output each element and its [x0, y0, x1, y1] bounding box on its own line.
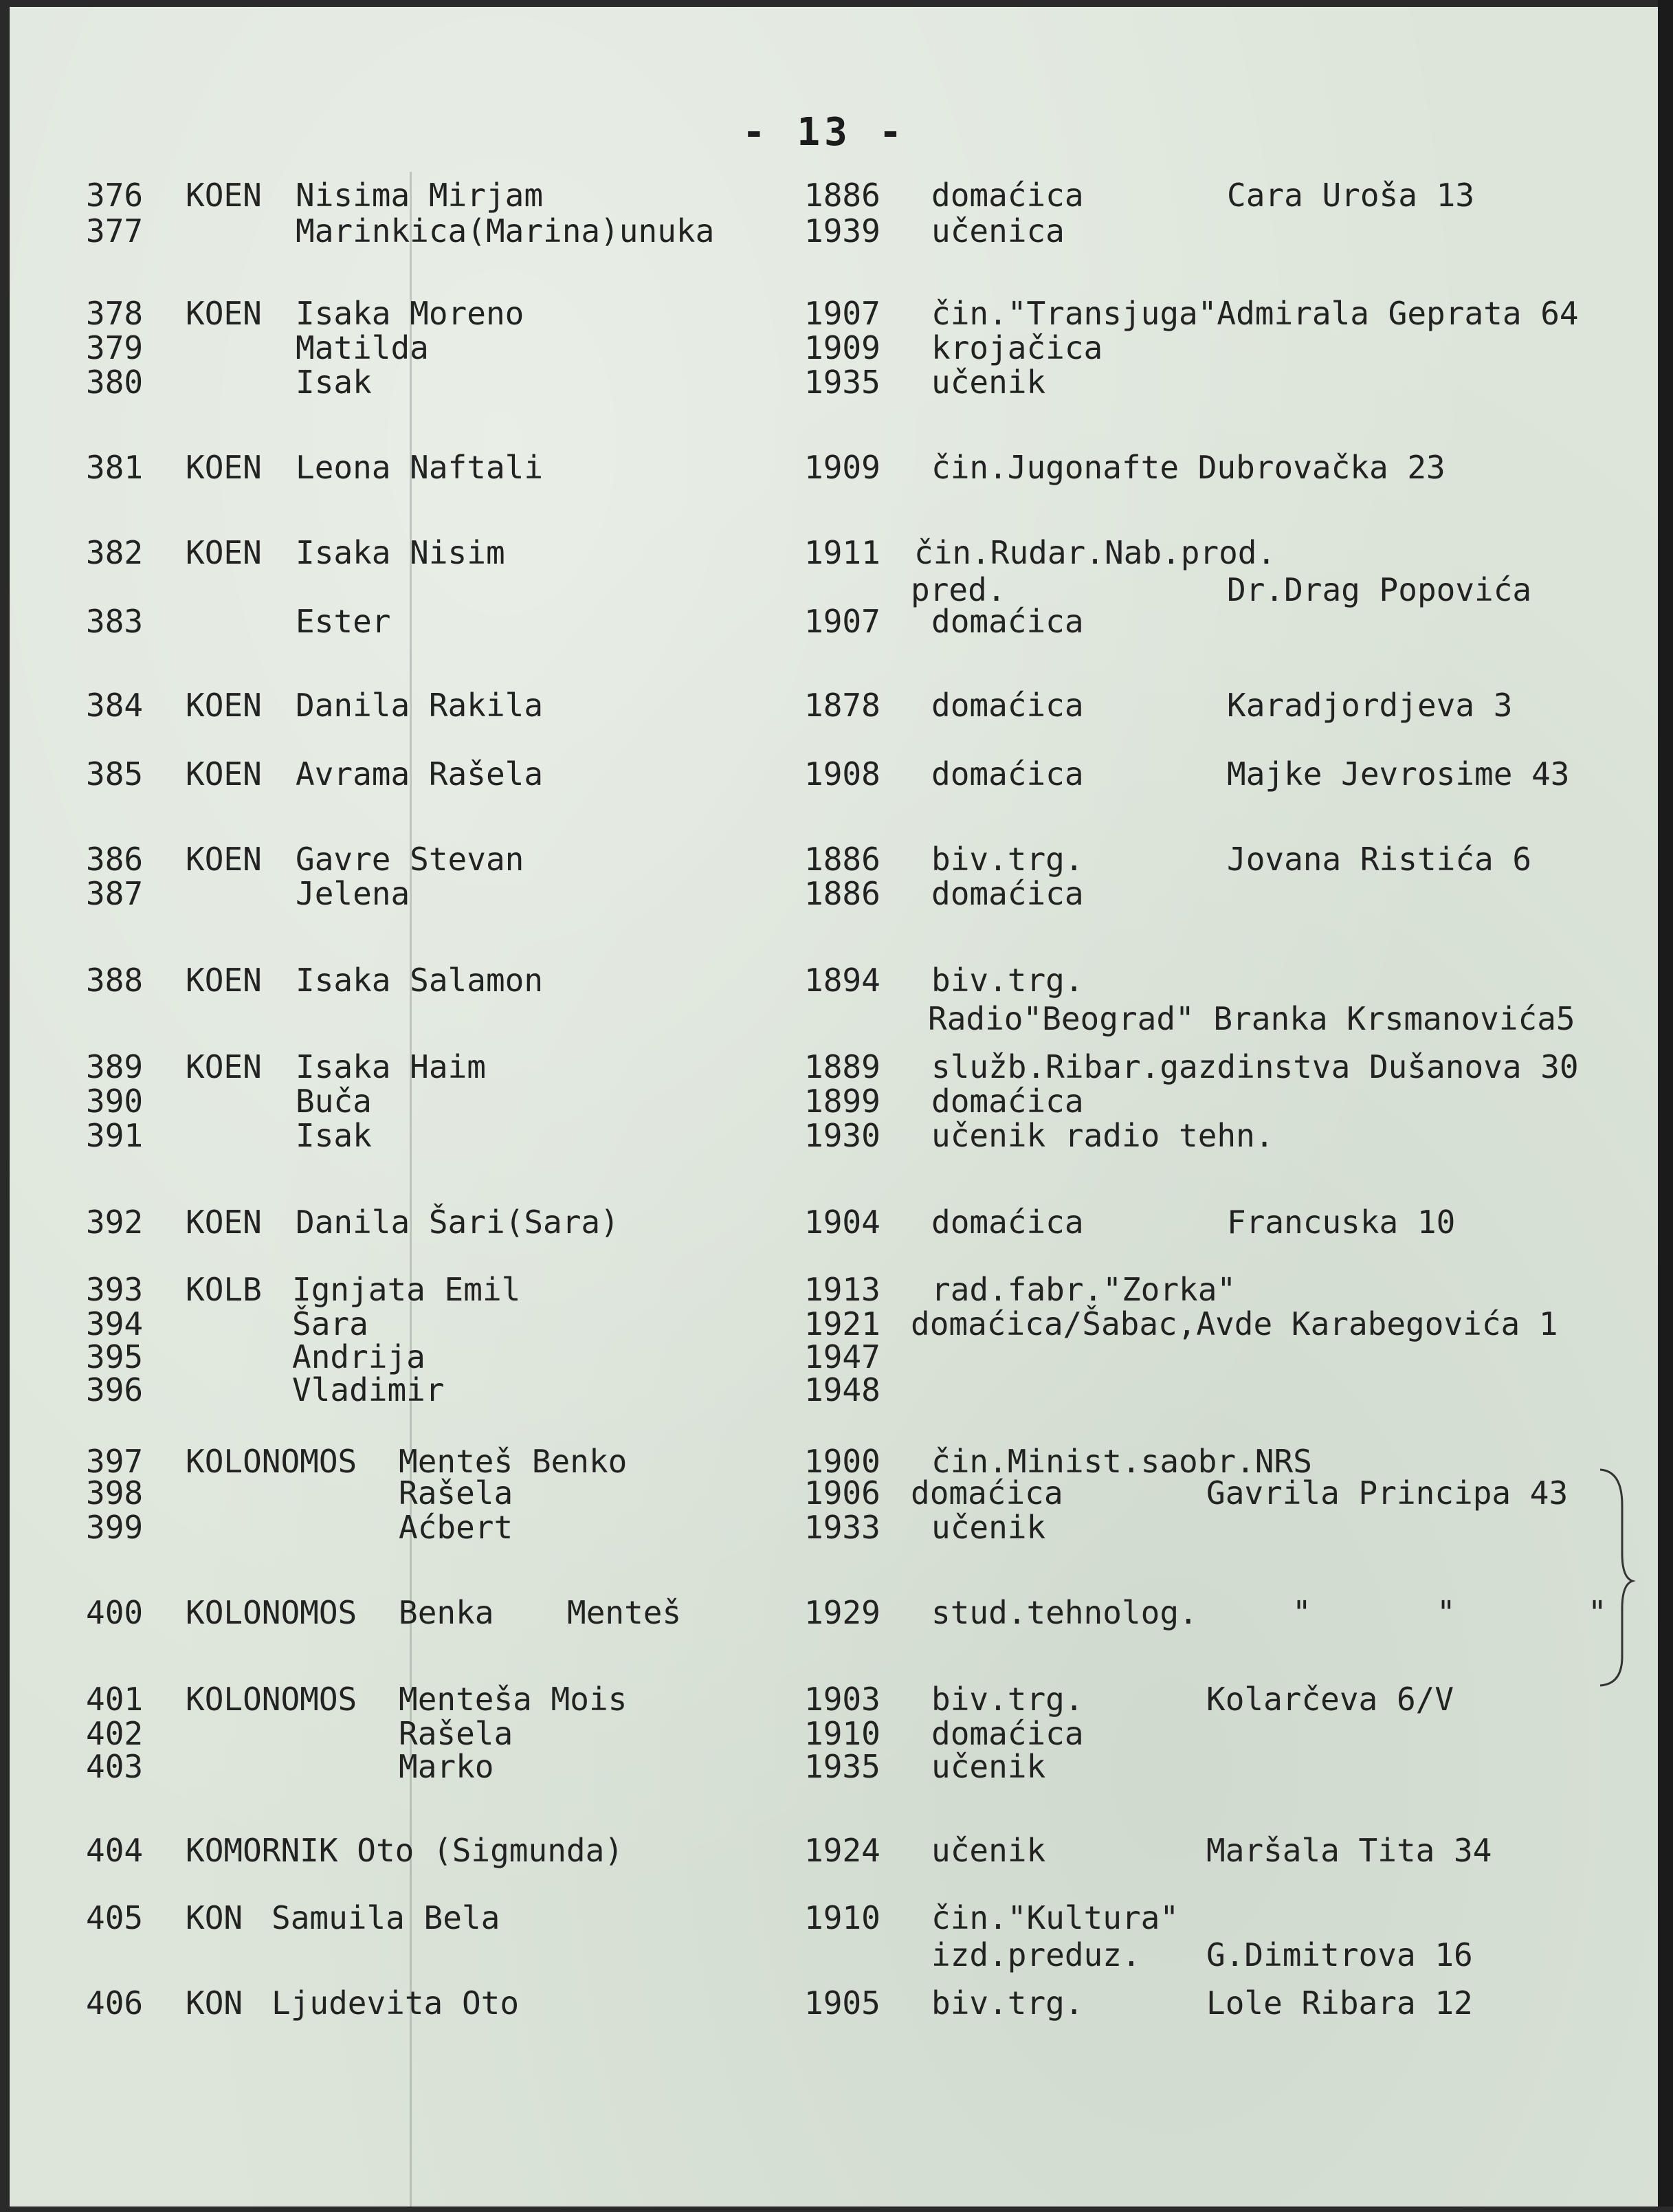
register-text: domaćica — [931, 875, 1084, 912]
register-text: 406 — [86, 1984, 144, 2022]
scan-border-left — [0, 0, 10, 2212]
register-text: 1930 — [804, 1117, 880, 1154]
page-number: - 13 - — [742, 110, 907, 155]
register-text: 401 — [86, 1681, 144, 1718]
register-text: KOEN — [186, 1048, 262, 1085]
register-text: 1924 — [804, 1832, 880, 1869]
register-text: Vladimir — [292, 1371, 445, 1408]
register-text: 392 — [86, 1204, 144, 1241]
register-text: 387 — [86, 875, 144, 912]
register-text: Lole Ribara 12 — [1206, 1984, 1473, 2022]
register-text: KOEN — [186, 449, 262, 486]
register-text: 381 — [86, 449, 144, 486]
register-text: KON — [186, 1899, 243, 1936]
register-text: 1929 — [804, 1594, 880, 1631]
register-text: 385 — [86, 755, 144, 793]
register-text: krojačica — [931, 329, 1103, 366]
register-text: domaćica — [931, 755, 1084, 793]
register-text: 1939 — [804, 212, 880, 250]
register-text: 1889 — [804, 1048, 880, 1085]
register-text: služb.Ribar.gazdinstva Dušanova 30 — [931, 1048, 1579, 1085]
register-text: domaćica — [911, 1474, 1063, 1512]
register-text: KOLONOMOS — [186, 1594, 357, 1631]
register-text: Menteš — [567, 1594, 682, 1631]
register-text: 388 — [86, 962, 144, 999]
register-text: Rašela — [399, 1474, 513, 1512]
register-text: čin.Minist.saobr.NRS — [931, 1443, 1312, 1480]
register-text: Jovana Ristića 6 — [1227, 841, 1532, 878]
register-text: Nisima Mirjam — [296, 177, 544, 214]
register-text: KOLB — [186, 1271, 262, 1308]
register-text: 1886 — [804, 875, 880, 912]
register-text: 1903 — [804, 1681, 880, 1718]
register-text: Šara — [292, 1305, 368, 1342]
register-text: KOEN — [186, 177, 262, 214]
register-text: 1894 — [804, 962, 880, 999]
register-text: Kolarčeva 6/V — [1206, 1681, 1454, 1718]
register-text: učenik — [931, 1509, 1046, 1546]
register-text: KOLONOMOS — [186, 1681, 357, 1718]
register-text: Ljudevita Oto — [272, 1984, 520, 2022]
register-text: domaćica — [931, 1083, 1084, 1120]
register-text: KOEN — [186, 841, 262, 878]
register-text: učenik — [931, 1748, 1046, 1785]
register-text: čin."Kultura" — [931, 1899, 1179, 1936]
register-text: 1947 — [804, 1338, 880, 1375]
register-text: biv.trg. — [931, 841, 1084, 878]
register-text: 400 — [86, 1594, 144, 1631]
register-text: " — [1588, 1594, 1607, 1631]
register-text: izd.preduz. — [931, 1936, 1141, 1973]
register-text: Andrija — [292, 1338, 425, 1375]
register-text: 383 — [86, 603, 144, 640]
register-text: KOLONOMOS — [186, 1443, 357, 1480]
register-text: KOEN — [186, 962, 262, 999]
scan-border-bottom — [0, 2207, 1673, 2212]
register-text: 1906 — [804, 1474, 880, 1512]
register-text: " — [1437, 1594, 1456, 1631]
register-text: KOEN — [186, 534, 262, 571]
register-text: 1948 — [804, 1371, 880, 1408]
register-text: 1910 — [804, 1899, 880, 1936]
register-text: domaćica — [931, 177, 1084, 214]
register-text: 403 — [86, 1748, 144, 1785]
register-text: Rašela — [399, 1715, 513, 1752]
register-text: 376 — [86, 177, 144, 214]
register-text: KOEN — [186, 295, 262, 332]
register-text: Danila Šari(Sara) — [296, 1204, 619, 1241]
register-text: 379 — [86, 329, 144, 366]
register-text: KOEN — [186, 755, 262, 793]
register-text: Maršala Tita 34 — [1206, 1832, 1492, 1869]
register-text: 382 — [86, 534, 144, 571]
register-text: 386 — [86, 841, 144, 878]
register-text: Isaka Haim — [296, 1048, 486, 1085]
register-text: KON — [186, 1984, 243, 2022]
register-text: 1910 — [804, 1715, 880, 1752]
register-text: KOEN — [186, 687, 262, 724]
register-text: Isak — [296, 364, 372, 401]
register-text: 1900 — [804, 1443, 880, 1480]
register-text: 1913 — [804, 1271, 880, 1308]
register-text: pred. — [911, 571, 1006, 608]
register-text: Ester — [296, 603, 391, 640]
register-text: 391 — [86, 1117, 144, 1154]
register-text: učenik — [931, 364, 1046, 401]
register-text: Menteš Benko — [399, 1443, 628, 1480]
register-text: 1904 — [804, 1204, 880, 1241]
register-text: 377 — [86, 212, 144, 250]
register-text: 1909 — [804, 329, 880, 366]
register-text: Avrama Rašela — [296, 755, 544, 793]
register-text: Francuska 10 — [1227, 1204, 1456, 1241]
register-text: 1907 — [804, 603, 880, 640]
register-text: 398 — [86, 1474, 144, 1512]
register-text: 389 — [86, 1048, 144, 1085]
register-text: " — [1292, 1594, 1311, 1631]
register-text: Danila Rakila — [296, 687, 544, 724]
register-text: biv.trg. — [931, 962, 1084, 999]
register-text: domaćica — [931, 603, 1084, 640]
register-text: 378 — [86, 295, 144, 332]
register-text: učenik radio tehn. — [931, 1117, 1274, 1154]
register-text: 399 — [86, 1509, 144, 1546]
register-text: rad.fabr."Zorka" — [931, 1271, 1237, 1308]
register-text: domaćica/Šabac,Avde Karabegovića 1 — [911, 1305, 1558, 1342]
register-text: Gavre Stevan — [296, 841, 524, 878]
scan-border-right — [1658, 0, 1673, 2212]
register-text: Marko — [399, 1748, 494, 1785]
register-text: Majke Jevrosime 43 — [1227, 755, 1570, 793]
register-text: 1907 — [804, 295, 880, 332]
register-text: Gavrila Principa 43 — [1206, 1474, 1569, 1512]
register-text: 1935 — [804, 1748, 880, 1785]
register-text: Dr.Drag Popovića — [1227, 571, 1532, 608]
register-text: stud.tehnolog. — [931, 1594, 1198, 1631]
register-text: 1899 — [804, 1083, 880, 1120]
register-text: Isak — [296, 1117, 372, 1154]
register-text: čin.Jugonafte Dubrovačka 23 — [931, 449, 1445, 486]
register-text: domaćica — [931, 1204, 1084, 1241]
register-text: 402 — [86, 1715, 144, 1752]
register-text: KOMORNIK Oto (Sigmunda) — [186, 1832, 623, 1869]
register-text: G.Dimitrova 16 — [1206, 1936, 1473, 1973]
register-text: Karadjordjeva 3 — [1227, 687, 1513, 724]
register-text: Menteša Mois — [399, 1681, 628, 1718]
register-text: 1908 — [804, 755, 880, 793]
register-text: učenik — [931, 1832, 1046, 1869]
register-text: 395 — [86, 1338, 144, 1375]
register-text: 405 — [86, 1899, 144, 1936]
register-text: 1935 — [804, 364, 880, 401]
register-text: 397 — [86, 1443, 144, 1480]
register-text: 1886 — [804, 177, 880, 214]
register-text: 384 — [86, 687, 144, 724]
register-text: Benka — [399, 1594, 494, 1631]
register-text: Aćbert — [399, 1509, 513, 1546]
register-text: Cara Uroša 13 — [1227, 177, 1475, 214]
register-text: Leona Naftali — [296, 449, 544, 486]
register-text: Buča — [296, 1083, 372, 1120]
register-text: Isaka Moreno — [296, 295, 524, 332]
register-text: čin.Rudar.Nab.prod. — [914, 534, 1276, 571]
register-text: 1911 — [804, 534, 880, 571]
register-text: 1909 — [804, 449, 880, 486]
register-text: Isaka Salamon — [296, 962, 544, 999]
register-text: biv.trg. — [931, 1681, 1084, 1718]
register-text: domaćica — [931, 687, 1084, 724]
register-text: čin."Transjuga"Admirala Geprata 64 — [931, 295, 1579, 332]
register-text: 396 — [86, 1371, 144, 1408]
register-text: KOEN — [186, 1204, 262, 1241]
register-text: 1921 — [804, 1305, 880, 1342]
register-text: Isaka Nisim — [296, 534, 505, 571]
register-text: 380 — [86, 364, 144, 401]
right-brace-mark — [1595, 1464, 1636, 1691]
register-text: 393 — [86, 1271, 144, 1308]
register-text: 1878 — [804, 687, 880, 724]
register-text: Samuila Bela — [272, 1899, 500, 1936]
register-text: biv.trg. — [931, 1984, 1084, 2022]
scan-border-top — [0, 0, 1673, 7]
register-text: Marinkica(Marina)unuka — [296, 212, 715, 250]
register-text: 1886 — [804, 841, 880, 878]
register-text: Ignjata Emil — [292, 1271, 521, 1308]
register-text: 1905 — [804, 1984, 880, 2022]
register-text: domaćica — [931, 1715, 1084, 1752]
register-text: Matilda — [296, 329, 429, 366]
register-text: učenica — [931, 212, 1065, 250]
register-text: Radio"Beograd" Branka Krsmanovića5 — [928, 1000, 1575, 1037]
register-text: 1933 — [804, 1509, 880, 1546]
register-text: Jelena — [296, 875, 410, 912]
register-text: 394 — [86, 1305, 144, 1342]
register-text: 404 — [86, 1832, 144, 1869]
register-text: 390 — [86, 1083, 144, 1120]
